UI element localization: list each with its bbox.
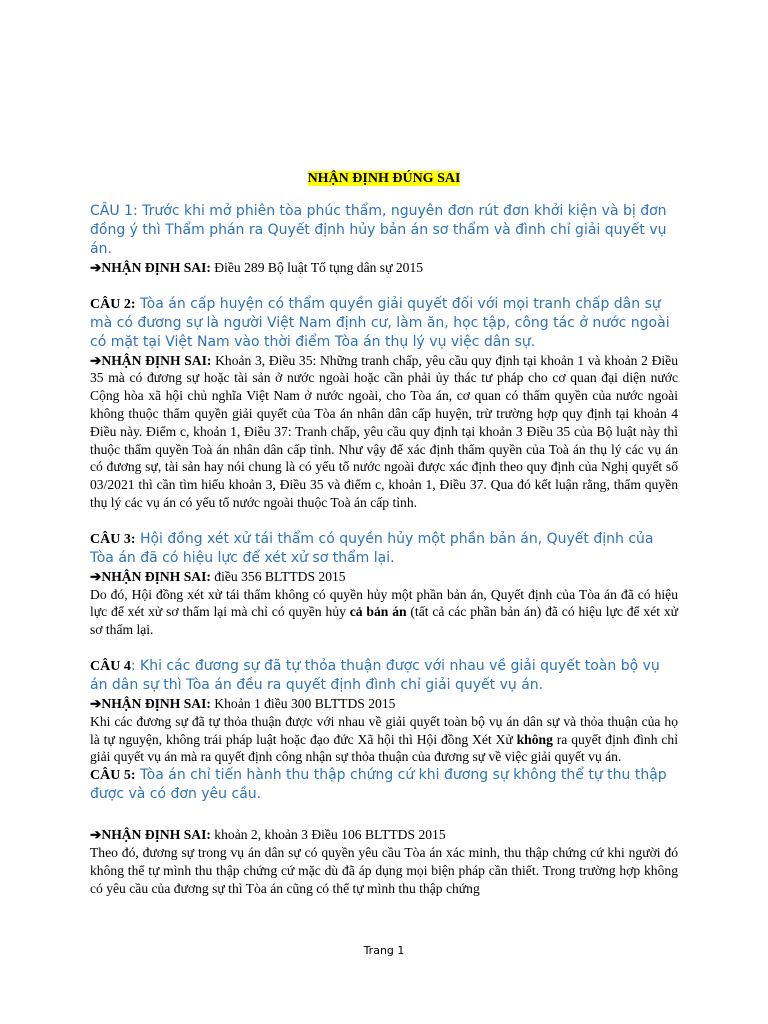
answer-1	[90, 259, 678, 277]
question-2-label: CÂU 2:	[90, 296, 136, 312]
verdict-2: ➔NHẬN ĐỊNH SAI:	[90, 352, 212, 368]
verdict-3: ➔NHẬN ĐỊNH SAI:	[90, 568, 211, 584]
legal-reference-1: Điều 289 Bộ luật Tố tụng dân sự 2015	[210, 259, 424, 275]
question-5	[90, 766, 678, 897]
answer-5: Theo đó, đương sự trong vụ án dân sự có quyền yêu cầu Tòa án xác minh, thu thập chứng cứ khi người đó không thể tự mình thu thập chứng cứ mặc dù đã áp dụng mọi biện pháp cần thiết. Trong trường hợp không có yêu cầu của đương sự thì Tòa án cũng có thể tự mình thu thập chứng	[90, 844, 678, 896]
question-4-label: CÂU 4	[90, 658, 131, 674]
page-number: Trang 1	[363, 944, 405, 957]
answer-3: Do đó, Hội đồng xét xử tái thẩm không có quyền hủy một phần bản án, Quyết định của Tòa án đã có hiệu lực để xét xử sơ thẩm lại mà chỉ có quyền hủy cả bản án (tất cả các phần bản án) đã có hiệu lực để xét xử sơ thẩm lại.	[90, 586, 679, 638]
question-1	[90, 202, 678, 277]
spacer	[90, 512, 678, 530]
answer-3-heading	[90, 568, 678, 586]
arrow-icon: ➔	[90, 259, 102, 275]
arrow-icon: ➔	[90, 568, 102, 584]
answer-5-heading	[90, 826, 678, 844]
answer-4: Khi các đương sự đã tự thỏa thuận được với nhau về giải quyết toàn bộ vụ án dân sự và thỏa thuận của họ là tự nguyện, không trái pháp luật hoặc đạo đức Xã hội thì Hội đồng Xét Xử không ra quyết định đình chỉ giải quyết vụ án mà ra quyết định công nhận sự thỏa thuận của đương sự về việc giải quyết vụ án.	[90, 713, 678, 765]
arrow-icon: ➔	[90, 352, 102, 368]
question-4-text: CÂU 4: Khi các đương sự đã tự thỏa thuận được với nhau về giải quyết toàn bộ vụ án dân sự thì Tòa án đều ra quyết định đình chỉ giải quyết vụ án.	[90, 657, 660, 693]
document-body	[90, 170, 678, 897]
spacer	[90, 639, 678, 657]
question-4	[90, 657, 678, 766]
question-5-label: CÂU 5:	[90, 768, 136, 784]
spacer	[90, 277, 678, 295]
legal-reference-4: Khoản 1 điều 300 BLTTDS 2015	[210, 695, 396, 711]
verdict-1: ➔NHẬN ĐỊNH SAI:	[90, 259, 211, 275]
verdict-4: ➔NHẬN ĐỊNH SAI:	[90, 695, 211, 711]
question-2-text: CÂU 2: Tòa án cấp huyện có thẩm quyền giải quyết đối với mọi tranh chấp dân sự mà có đương sự là người Việt Nam định cư, làm ăn, học tập, công tác ở nước ngoài có mặt tại Việt Nam vào thời điểm Tòa án thụ lý vụ việc dân sự.	[90, 295, 670, 350]
answer-2	[90, 352, 678, 512]
question-3	[90, 530, 678, 639]
emphasis: không	[516, 731, 553, 747]
question-1-text: CÂU 1: Trước khi mở phiên tòa phúc thẩm, nguyên đơn rút đơn khởi kiện và bị đơn đồng ý thì Thẩm phán ra Quyết định hủy bản án sơ thẩm và đình chỉ giải quyết vụ án.	[90, 202, 667, 257]
emphasis: cả bản án	[349, 604, 407, 620]
legal-reference-5: khoản 2, khoản 3 Điều 106 BLTTDS 2015	[210, 827, 446, 843]
page-title: NHẬN ĐỊNH ĐÚNG SAI	[307, 171, 461, 186]
answer-4-heading	[90, 695, 678, 713]
legal-reference-3: điều 356 BLTTDS 2015	[210, 568, 346, 584]
arrow-icon: ➔	[90, 827, 102, 843]
question-2	[90, 295, 678, 512]
arrow-icon: ➔	[90, 695, 102, 711]
question-3-text: CÂU 3: Hội đồng xét xử tái thẩm có quyền hủy một phần bản án, Quyết định của Tòa án đã có hiệu lực để xét xử sơ thẩm lại.	[90, 530, 654, 566]
question-3-label: CÂU 3:	[90, 531, 136, 547]
answer-2-text: Khoản 3, Điều 35: Những tranh chấp, yêu cầu quy định tại khoản 1 và khoản 2 Điều 35 mà có đương sự hoặc tài sản ở nước ngoài hoặc cần phải ủy thác tư pháp cho cơ quan đại diện nước Cộng hòa xã hội chủ nghĩa Việt Nam ở nước ngoài, cho Tòa án, cơ quan có thẩm quyền của nước ngoài không thuộc thẩm quyền giải quyết của Tòa án nhân dân cấp huyện, trừ trường hợp quy định tại khoản 4 Điều này. Điểm c, khoản 1, Điều 37: Tranh chấp, yêu cầu quy định tại khoản 3 Điều 35 của Bộ luật này thì thuộc thẩm quyền Toà án nhân dân cấp tỉnh. Như vậy để xác định thẩm quyền của Toà án thụ lý các vụ án có đương sự, tài sản hay nói chung là có yếu tố nước ngoài được xác định theo quy định của Nghị quyết số 03/2021 thì cần tìm hiểu khoản 3, Điều 35 và điểm c, khoản 1, Điều 37. Qua đó kết luận rằng, thẩm quyền thụ lý các vụ án có yếu tố nước ngoài thuộc Toà án cấp tỉnh.	[90, 352, 679, 510]
verdict-5: ➔NHẬN ĐỊNH SAI:	[90, 827, 211, 843]
question-5-text: CÂU 5: Tòa án chỉ tiến hành thu thập chứng cứ khi đương sự không thể tự thu thập được và có đơn yêu cầu.	[90, 767, 667, 803]
spacer	[90, 804, 678, 826]
